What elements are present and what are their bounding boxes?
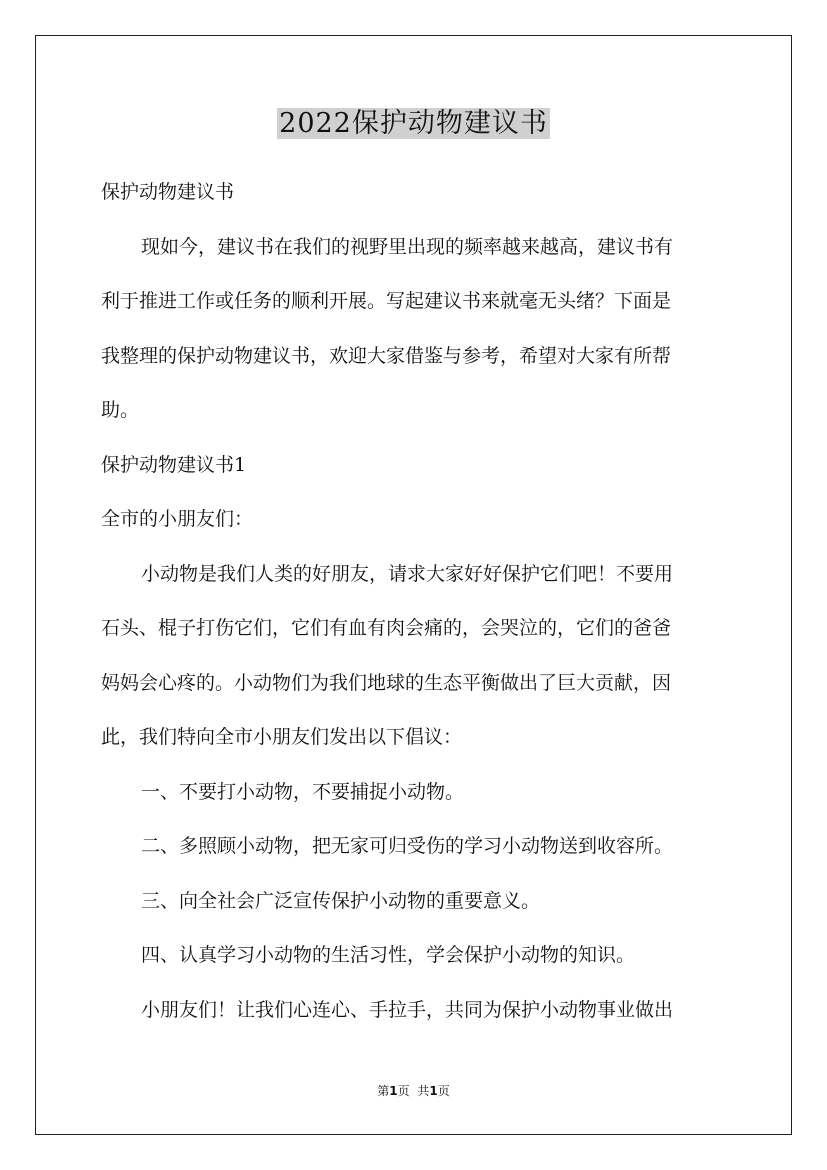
list-item: 三、向全社会广泛宣传保护小动物的重要意义。 [141,889,541,912]
footer-page-label: 页 [397,1084,410,1098]
body-line: 小朋友们！让我们心连心、手拉手，共同为保护小动物事业做出 [141,998,674,1021]
footer-page-prefix: 第 [377,1084,390,1098]
body-line: 石头、棍子打伤它们，它们有血有肉会痛的，会哭泣的，它们的爸爸 [101,617,672,639]
body-line: 保护动物建议书 [101,181,235,203]
body-line: 助。 [101,399,140,421]
footer-page-total: 1 [429,1084,438,1098]
footer-total-label: 页 [437,1084,450,1098]
body-line: 妈妈会心疼的。小动物们为我们地球的生态平衡做出了巨大贡献，因 [101,671,672,694]
document-title-container [0,104,827,144]
section-heading: 保护动物建议书1 [101,453,247,476]
list-item: 一、不要打小动物，不要捕捉小动物。 [141,780,465,803]
footer-page-current: 1 [389,1084,398,1098]
footer-total-prefix: 共 [417,1084,430,1098]
body-line: 利于推进工作或任务的顺利开展。写起建议书来就毫无头绪？下面是 [101,290,672,312]
body-line: 此，我们特向全市小朋友们发出以下倡议： [101,726,463,748]
document-title: 2022保护动物建议书 [279,108,548,139]
list-item: 四、认真学习小动物的生活习性，学会保护小动物的知识。 [141,944,636,966]
body-line: 小动物是我们人类的好朋友，请求大家好好保护它们吧！不要用 [141,562,674,585]
body-line: 现如今，建议书在我们的视野里出现的频率越来越高，建议书有 [141,235,674,258]
document-body [101,170,731,1042]
page-footer [0,1083,827,1099]
salutation: 全市的小朋友们： [101,508,254,530]
body-line: 我整理的保护动物建议书，欢迎大家借鉴与参考，希望对大家有所帮 [101,344,672,367]
list-item: 二、多照顾小动物，把无家可归受伤的学习小动物送到收容所。 [141,835,674,857]
